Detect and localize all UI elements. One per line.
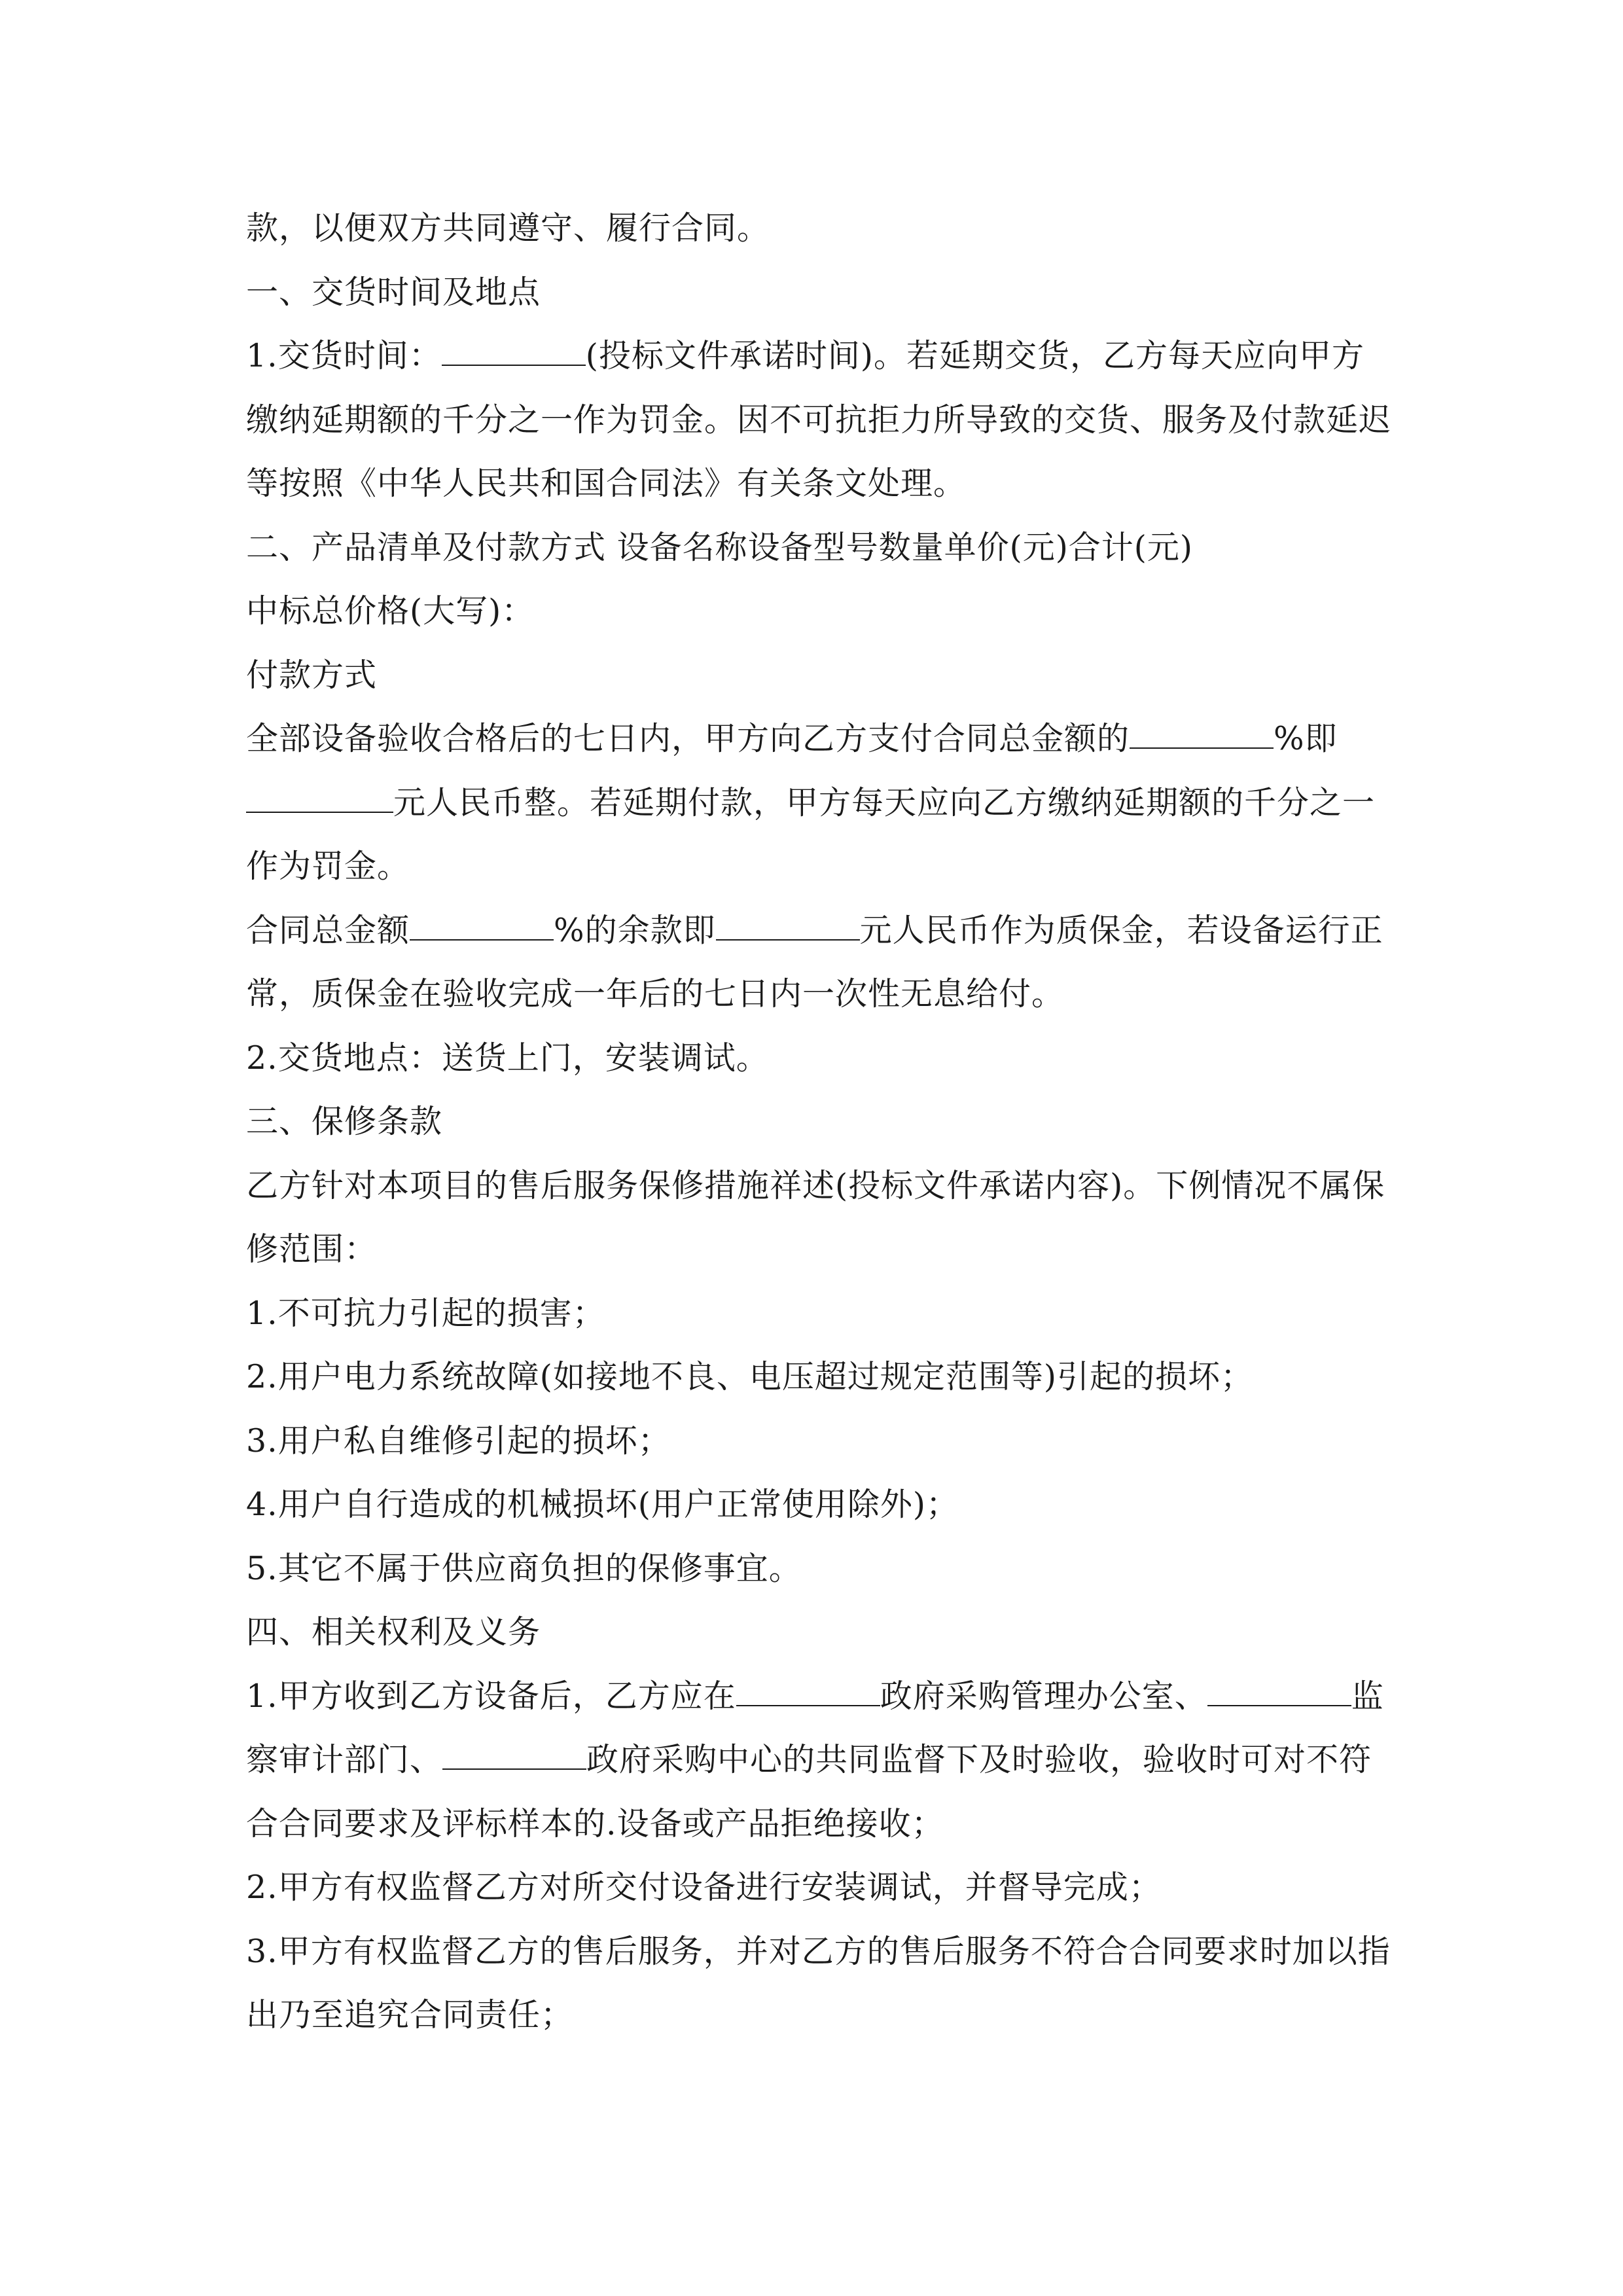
text: (投标文件承诺时间)。若延期交货，乙方每天应向甲方: [585, 337, 1364, 374]
section-heading: [246, 260, 1378, 325]
paragraph-line: [246, 834, 1378, 899]
text: 一、交货时间及地点: [246, 273, 541, 311]
text: 款，以便双方共同遵守、履行合同。: [246, 209, 770, 247]
text: 2.交货地点：送货上门，安装调试。: [246, 1039, 769, 1077]
text: 政府采购中心的共同监督下及时验收，验收时可对不符: [586, 1741, 1372, 1778]
list-item: [246, 1409, 1378, 1473]
text: 付款方式: [246, 656, 378, 694]
text: 政府采购管理办公室、: [880, 1677, 1207, 1715]
text: 三、保修条款: [246, 1103, 443, 1140]
text: 1.交货时间：: [246, 337, 442, 374]
text: 3.用户私自维修引起的损坏；: [246, 1422, 671, 1460]
fill-in-blank[interactable]: [442, 1728, 586, 1770]
fill-in-blank[interactable]: [246, 771, 393, 813]
fill-in-blank[interactable]: [736, 1664, 880, 1706]
text: 出乃至追究合同责任；: [246, 1996, 574, 2034]
text: 1.不可抗力引起的损害；: [246, 1294, 605, 1332]
fill-in-blank[interactable]: [442, 324, 586, 366]
text: %即: [1274, 720, 1338, 757]
text: 修范围：: [246, 1230, 378, 1268]
text: 4.用户自行造成的机械损坏(用户正常使用除外)；: [246, 1486, 959, 1523]
list-item: [246, 1473, 1378, 1537]
text: 中标总价格(大写)：: [246, 592, 535, 630]
list-item: [246, 1664, 1384, 1729]
paragraph-line: [246, 196, 1378, 260]
paragraph-line: [246, 771, 1378, 835]
fill-in-blank[interactable]: [410, 899, 554, 941]
text: %的余款即: [554, 911, 716, 949]
section-heading: [246, 1600, 1378, 1664]
fill-in-blank[interactable]: [716, 899, 860, 941]
text: 2.用户电力系统故障(如接地不良、电压超过规定范围等)引起的损坏；: [246, 1358, 1253, 1395]
text: 全部设备验收合格后的七日内，甲方向乙方支付合同总金额的: [246, 720, 1130, 757]
text: 合合同要求及评标样本的.设备或产品拒绝接收；: [246, 1804, 944, 1842]
paragraph-line: [246, 643, 1378, 708]
paragraph-line: [246, 452, 1378, 516]
paragraph-line: [246, 1154, 1385, 1218]
paragraph-line: [246, 579, 1378, 643]
text: 合同总金额: [246, 911, 410, 949]
paragraph-line: [246, 962, 1378, 1026]
text: 5.其它不属于供应商负担的保修事宜。: [246, 1549, 802, 1587]
list-item: [246, 1537, 1378, 1601]
paragraph-line: [246, 388, 1392, 452]
fill-in-blank[interactable]: [1130, 707, 1274, 749]
text: 乙方针对本项目的售后服务保修措施祥述(投标文件承诺内容)。下例情况不属保: [246, 1166, 1385, 1204]
text: 元人民币作为质保金，若设备运行正: [859, 911, 1383, 949]
section-heading: [246, 516, 1378, 580]
section-heading: [246, 1090, 1378, 1154]
paragraph-line: [246, 899, 1383, 963]
text: 监: [1351, 1677, 1384, 1715]
text: 二、产品清单及付款方式 设备名称设备型号数量单价(元)合计(元): [246, 528, 1194, 566]
paragraph-line: [246, 324, 1378, 388]
paragraph-line: [246, 1217, 1378, 1282]
text: 四、相关权利及义务: [246, 1613, 541, 1651]
text: 缴纳延期额的千分之一作为罚金。因不可抗拒力所导致的交货、服务及付款延迟: [246, 401, 1392, 439]
paragraph-line: [246, 1728, 1378, 1792]
list-item: [246, 1920, 1391, 1984]
contract-body: [246, 196, 1392, 2047]
text: 常，质保金在验收完成一年后的七日内一次性无息给付。: [246, 975, 1065, 1013]
list-item: [246, 1856, 1378, 1920]
text: 察审计部门、: [246, 1741, 443, 1778]
text: 2.甲方有权监督乙方对所交付设备进行安装调试，并督导完成；: [246, 1869, 1162, 1906]
text: 1.甲方收到乙方设备后，乙方应在: [246, 1677, 736, 1715]
fill-in-blank[interactable]: [1207, 1664, 1351, 1706]
paragraph-line: [246, 1026, 1378, 1090]
paragraph-line: [246, 1792, 1378, 1856]
text: 作为罚金。: [246, 848, 410, 885]
paragraph-line: [246, 1983, 1378, 2047]
text: 3.甲方有权监督乙方的售后服务，并对乙方的售后服务不符合合同要求时加以指: [246, 1932, 1391, 1970]
text: 等按照《中华人民共和国合同法》有关条文处理。: [246, 465, 967, 502]
list-item: [246, 1345, 1378, 1409]
text: 元人民币整。若延期付款，甲方每天应向乙方缴纳延期额的千分之一: [393, 783, 1376, 821]
paragraph-line: [246, 707, 1378, 771]
list-item: [246, 1282, 1378, 1346]
